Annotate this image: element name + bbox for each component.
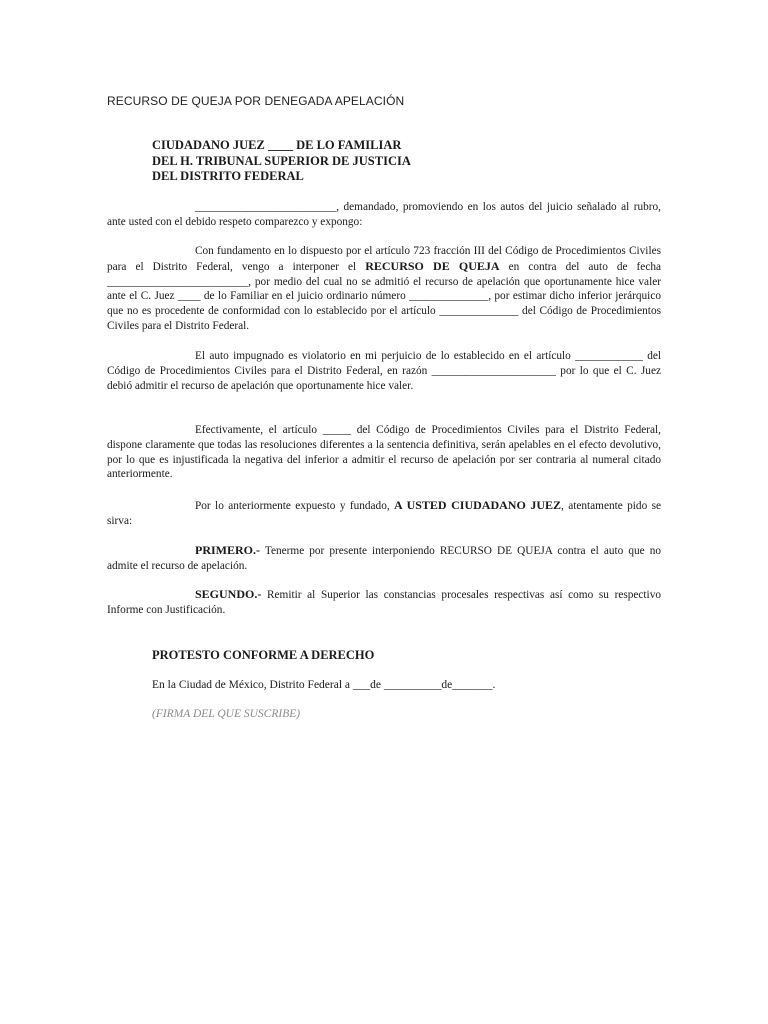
- segundo-label: SEGUNDO.-: [195, 587, 262, 601]
- expuesto-text-b: , atentamente pido se sirva:: [107, 500, 661, 527]
- auto-impugnado-text: El auto impugnado es violatorio en mi perjuicio de lo establecido en el artículo ____________ del Código de Procedimientos Civiles para el Distrito Federal, en razón ______________________ por lo que el C. Juez debió admitir el recurso de apelación que oportunamente hice valer.: [107, 350, 661, 392]
- primero-text: Tenerme por presente interponiendo RECURSO DE QUEJA contra el auto que no admite el recurso de apelación.: [107, 545, 661, 572]
- paragraph-segundo: [107, 587, 661, 618]
- date-line: En la Ciudad de México, Distrito Federal a ___de __________de_______.: [152, 679, 496, 691]
- fundamento-text-b: en contra del auto de fecha _________________________, por medio del cual no se admitió el recurso de apelación que oportunamente hice valer ante el C. Juez ____ de lo Familiar en el juicio ordinario número ______________, por estimar dicho inferior jerárquico que no es procedente de conformidad con lo establecido por el artículo ______________ del Código de Procedimientos Civiles para el Distrito Federal.: [107, 260, 661, 332]
- paragraph-fundamento: [107, 244, 661, 334]
- fundamento-text-a: Con fundamento en lo dispuesto por el artículo 723 fracción III del Código de Procedimientos Civiles para el Distrito Federal, vengo a interponer el: [107, 245, 661, 273]
- paragraph-primero: [107, 543, 661, 574]
- efectivamente-text: Efectivamente, el artículo _____ del Código de Procedimientos Civiles para el Distrito Federal, dispone claramente que todas las resoluciones diferentes a la sentencia definitiva, serán apelables en el efecto devolutivo, por lo que es injustificada la negativa del inferior a admitir el recurso de apelación por ser contraria al numeral citado anteriormente.: [107, 424, 661, 481]
- document-heading: RECURSO DE QUEJA POR DENEGADA APELACIÓN: [107, 94, 405, 108]
- paragraph-auto-impugnado: [107, 349, 661, 393]
- segundo-text: Remitir al Superior las constancias procesales respectivas así como su respectivo Informe con Justificación.: [107, 589, 661, 616]
- a-usted-ciudadano-juez-bold: A USTED CIUDADANO JUEZ: [394, 498, 562, 512]
- addressee-line-2: DEL H. TRIBUNAL SUPERIOR DE JUSTICIA: [152, 153, 411, 168]
- recurso-de-queja-bold: RECURSO DE QUEJA: [365, 258, 500, 273]
- addressee-line-3: DEL DISTRITO FEDERAL: [152, 169, 304, 183]
- expuesto-text-a: Por lo anteriormente expuesto y fundado,: [195, 500, 395, 512]
- signature-placeholder: (FIRMA DEL QUE SUSCRIBE): [152, 708, 301, 720]
- addressee-line-1: CIUDADANO JUEZ ____ DE LO FAMILIAR: [152, 138, 402, 152]
- paragraph-introduction: [107, 200, 661, 230]
- intro-text: , demandado, promoviendo en los autos del juicio señalado al rubro, ante usted con el debido respeto comparezco y expongo:: [107, 201, 661, 228]
- paragraph-efectivamente: [107, 423, 661, 482]
- closing-protesto: PROTESTO CONFORME A DERECHO: [152, 648, 375, 662]
- addressee-block: [152, 138, 411, 185]
- primero-label: PRIMERO.-: [195, 543, 260, 557]
- paragraph-por-lo-expuesto: [107, 498, 661, 529]
- name-blank: _________________________: [195, 201, 337, 213]
